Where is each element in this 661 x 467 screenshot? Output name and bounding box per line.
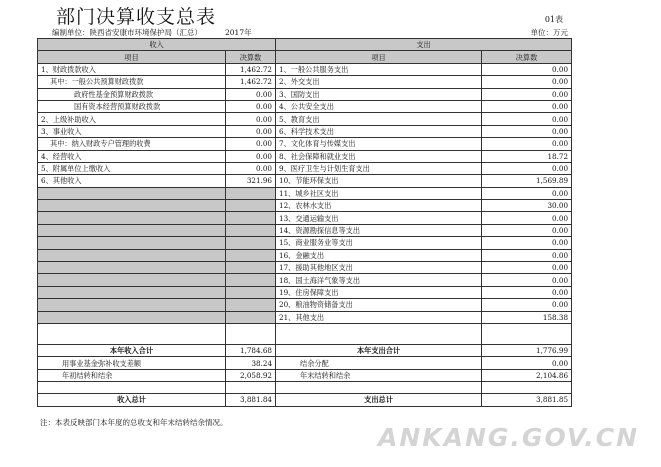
table-row [38,63,572,75]
expense-item-value: 0.00 [482,224,572,236]
income-item-label: 其中：纳入财政专户管理的收费 [38,138,226,150]
table-row [38,274,572,286]
expense-item-label: 5、教育支出 [276,113,482,125]
empty-cell [38,274,226,286]
table-row [38,113,572,125]
expense-item-value: 18.72 [482,150,572,162]
income-item-label: 1、财政拨款收入 [38,63,226,75]
income-item-value: 0.00 [226,125,276,137]
table-row [38,187,572,199]
table-row [38,125,572,137]
expense-item-value: 0.00 [482,125,572,137]
income-item-value: 0.00 [226,100,276,112]
expense-item-label: 8、社会保障和就业支出 [276,150,482,162]
grand-income: 3,881.84 [226,394,276,406]
expense-item-label: 17、援助其他地区支出 [276,262,482,274]
empty-cell [38,212,226,224]
empty-cell [38,200,226,212]
table-row [38,382,572,394]
income-item-label: 其中：一般公共预算财政拨款 [38,76,226,88]
expense-item-value: 1,569.89 [482,175,572,187]
expense-total-label: 本年支出合计 [276,344,482,356]
empty-cell [226,224,276,236]
table-row [38,138,572,150]
table-row [38,262,572,274]
expense-item-label: 14、资源勘探信息等支出 [276,224,482,236]
table-row [38,299,572,311]
empty-cell [38,237,226,249]
table-row [38,369,572,381]
footnote: 注：本表反映部门本年度的总收支和年末结转结余情况。 [40,418,228,427]
grand-expense-label: 支出总计 [276,394,482,406]
grand-income-label: 收入总计 [38,394,226,406]
empty-cell [226,212,276,224]
empty-cell [226,299,276,311]
income-item-label: 政府性基金预算财政拨款 [38,88,226,100]
begin-balance: 2,058.92 [226,369,276,381]
expense-item-value: 0.00 [482,237,572,249]
table-body [38,63,572,323]
currency-unit: 单位：万元 [530,28,568,37]
expense-item-value: 0.00 [482,162,572,174]
expense-item-value: 0.00 [482,286,572,298]
expense-item-label: 10、节能环保支出 [276,175,482,187]
empty-cell [226,249,276,261]
expense-item-label: 20、粮油物资储备支出 [276,299,482,311]
income-total: 1,784.68 [226,344,276,356]
expense-item-label: 4、公共安全支出 [276,100,482,112]
income-header: 收入 [38,39,276,51]
expense-item-label: 3、国防支出 [276,88,482,100]
expense-item-label: 6、科学技术支出 [276,125,482,137]
income-item-value: 321.96 [226,175,276,187]
empty-cell [226,237,276,249]
empty-cell [226,200,276,212]
table-row [38,162,572,174]
expense-header: 支出 [276,39,572,51]
expense-item-label: 13、交通运输支出 [276,212,482,224]
grand-expense: 3,881.85 [482,394,572,406]
table-row [38,212,572,224]
table-row [38,357,572,369]
expense-item-value: 0.00 [482,100,572,112]
expense-item-value: 0.00 [482,249,572,261]
table-row [38,394,572,406]
expense-col-amount: 决算数 [482,51,572,63]
income-item-label: 5、附属单位上缴收入 [38,162,226,174]
table-row [38,100,572,112]
expense-item-label: 19、住房保障支出 [276,286,482,298]
table-row [38,344,572,356]
empty-cell [38,286,226,298]
table-row [38,175,572,187]
income-item-value: 0.00 [226,150,276,162]
form-number: 01表 [544,15,563,24]
income-item-value: 1,462.72 [226,63,276,75]
income-item-value: 0.00 [226,113,276,125]
site-watermark: ANKANG.GOV.CN [378,423,640,452]
expense-col-item: 项目 [276,51,482,63]
empty-cell [38,299,226,311]
empty-cell [226,187,276,199]
begin-balance-label: 年初结转和结余 [38,369,226,381]
empty-cell [226,274,276,286]
fund-gap-label: 用事业基金弥补收支差额 [38,357,226,369]
empty-cell [38,249,226,261]
reporting-unit: 编制单位：陕西省安康市环境保护局（汇总） [52,28,202,37]
expense-item-label: 18、国土海洋气象等支出 [276,274,482,286]
empty-cell [38,262,226,274]
income-col-amount: 决算数 [226,51,276,63]
table-row [38,323,572,344]
expense-item-label: 9、医疗卫生与计划生育支出 [276,162,482,174]
income-item-label: 3、事业收入 [38,125,226,137]
table-row [38,249,572,261]
table-row [38,150,572,162]
summary-table [37,38,572,407]
table-row [38,286,572,298]
expense-item-value: 0.00 [482,138,572,150]
expense-item-label: 21、其他支出 [276,311,482,323]
income-item-label: 2、上级补助收入 [38,113,226,125]
expense-item-label: 11、城乡社区支出 [276,187,482,199]
table-row [38,311,572,323]
empty-cell [38,224,226,236]
table-row [38,76,572,88]
income-item-label: 国有资本经营预算财政拨款 [38,100,226,112]
empty-cell [38,311,226,323]
expense-item-value: 0.00 [482,187,572,199]
income-item-value: 1,462.72 [226,76,276,88]
table-row [38,200,572,212]
empty-cell [226,311,276,323]
expense-item-value: 30.00 [482,200,572,212]
expense-total: 1,776.99 [482,344,572,356]
fund-gap: 38.24 [226,357,276,369]
end-balance-label: 年末结转和结余 [276,369,482,381]
expense-item-label: 2、外交支出 [276,76,482,88]
income-total-label: 本年收入合计 [38,344,226,356]
empty-cell [38,187,226,199]
expense-item-value: 0.00 [482,63,572,75]
expense-item-value: 0.00 [482,76,572,88]
expense-item-value: 0.00 [482,113,572,125]
table-row [38,224,572,236]
income-col-item: 项目 [38,51,226,63]
table-row [38,88,572,100]
expense-item-value: 0.00 [482,274,572,286]
expense-item-label: 15、商业服务业等支出 [276,237,482,249]
income-item-value: 0.00 [226,162,276,174]
expense-item-value: 0.00 [482,262,572,274]
expense-item-value: 0.00 [482,212,572,224]
expense-item-value: 158.38 [482,311,572,323]
expense-item-label: 7、文化体育与传媒支出 [276,138,482,150]
report-year: 2017年 [225,28,252,37]
expense-item-label: 12、农林水支出 [276,200,482,212]
expense-item-label: 1、一般公共服务支出 [276,63,482,75]
expense-item-label: 16、金融支出 [276,249,482,261]
income-item-label: 6、其他收入 [38,175,226,187]
expense-item-value: 0.00 [482,88,572,100]
end-balance: 2,104.86 [482,369,572,381]
page-title: 部门决算收支总表 [56,6,217,28]
table-row [38,237,572,249]
surplus-dist-label: 结余分配 [276,357,482,369]
expense-item-value: 0.00 [482,299,572,311]
empty-cell [226,262,276,274]
surplus-dist: 0.00 [482,357,572,369]
income-item-label: 4、经营收入 [38,150,226,162]
income-item-value: 0.00 [226,88,276,100]
empty-cell [226,286,276,298]
income-item-value: 0.00 [226,138,276,150]
